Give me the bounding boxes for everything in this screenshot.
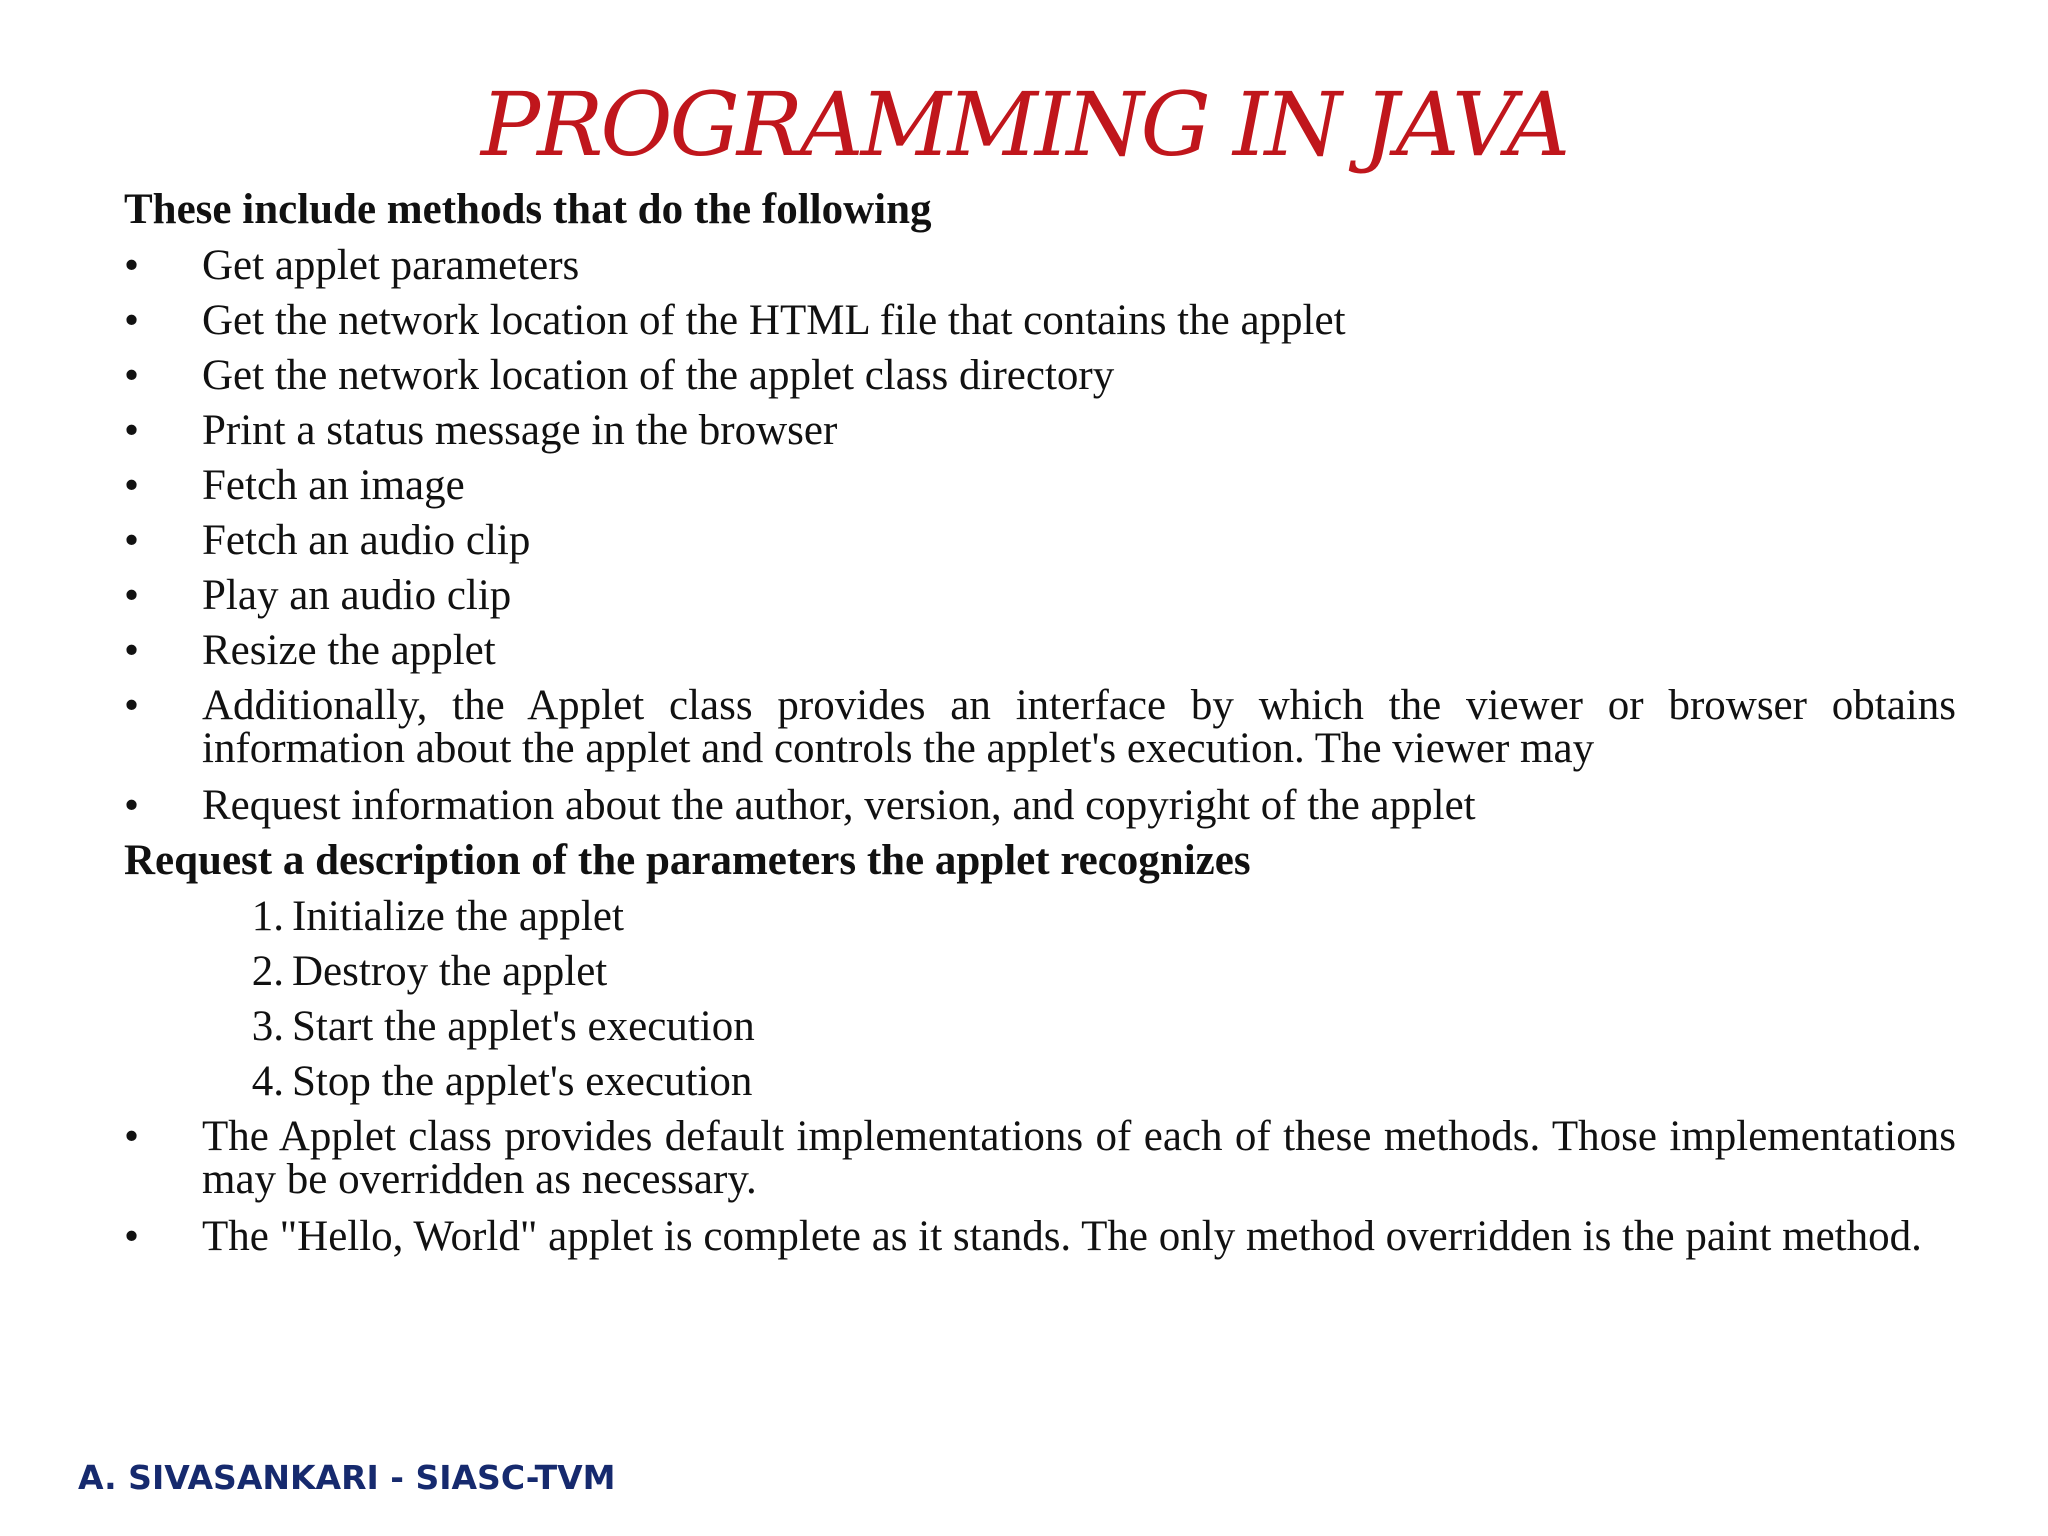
list-item (124, 244, 1956, 299)
list-item (124, 784, 1956, 839)
list-item-text: Destroy the applet (292, 948, 608, 995)
numbered-list-item (124, 950, 1956, 1005)
bullet-glyph: • (124, 782, 140, 829)
list-item (124, 354, 1956, 409)
bullet-glyph: • (124, 462, 140, 509)
bullet-glyph: • (124, 352, 140, 399)
list-item (124, 409, 1956, 464)
list-item (124, 574, 1956, 629)
list-item (124, 519, 1956, 574)
list-item-text: Fetch an audio clip (202, 517, 531, 564)
numbered-list-item (124, 895, 1956, 950)
numbered-list-item (124, 1060, 1956, 1115)
section-heading-parameters: Request a description of the parameters the applet recognizes (124, 837, 1251, 884)
slide-title: PROGRAMMING IN JAVA (480, 73, 1568, 176)
list-item-text: Print a status message in the browser (202, 407, 838, 454)
slide-content (124, 188, 1956, 1315)
list-item (124, 299, 1956, 354)
bullet-glyph: • (124, 572, 140, 619)
bullet-glyph: • (124, 1213, 140, 1260)
bullet-glyph: • (124, 627, 140, 674)
list-item (124, 1215, 1956, 1315)
list-item-text: Stop the applet's execution (292, 1058, 753, 1105)
list-item-text: Get the network location of the HTML file that contains the applet (202, 297, 1346, 344)
list-number: 3. (251, 1003, 284, 1050)
list-item-text: Get applet parameters (202, 242, 580, 289)
list-item-text: Start the applet's execution (292, 1003, 755, 1050)
list-item (124, 629, 1956, 684)
list-item-text: Get the network location of the applet class directory (202, 352, 1115, 399)
bullet-glyph: • (124, 242, 140, 289)
list-number: 4. (251, 1058, 284, 1105)
footer-author: A. SIVASANKARI - SIASC-TVM (78, 1458, 616, 1497)
list-item (124, 1115, 1956, 1215)
section-heading-methods: These include methods that do the following (124, 186, 932, 233)
list-number: 2. (251, 948, 284, 995)
list-number: 1. (251, 893, 284, 940)
list-item (124, 464, 1956, 519)
bullet-glyph: • (124, 407, 140, 454)
list-item-text: Resize the applet (202, 627, 496, 674)
list-item-text: Additionally, the Applet class provides an interface by which the viewer or browser obtains information about the applet and controls the applet's execution. The viewer may (202, 682, 1956, 772)
bullet-glyph: • (124, 517, 140, 564)
numbered-list-item (124, 1005, 1956, 1060)
list-item-text: Request information about the author, version, and copyright of the applet (202, 782, 1476, 829)
list-item-text: Play an audio clip (202, 572, 512, 619)
bullet-glyph: • (124, 297, 140, 344)
bullet-glyph: • (124, 1113, 140, 1160)
bullet-glyph: • (124, 682, 140, 729)
list-item-text: The Applet class provides default implementations of each of these methods. Those implementations may be overridden as necessary. (202, 1113, 1956, 1203)
list-item-text: Fetch an image (202, 462, 465, 509)
list-item-text: Initialize the applet (292, 893, 624, 940)
list-item (124, 684, 1956, 784)
numbered-list (124, 895, 1956, 1115)
list-item-text: The "Hello, World" applet is complete as it stands. The only method overridden is the paint method. (202, 1213, 1922, 1260)
